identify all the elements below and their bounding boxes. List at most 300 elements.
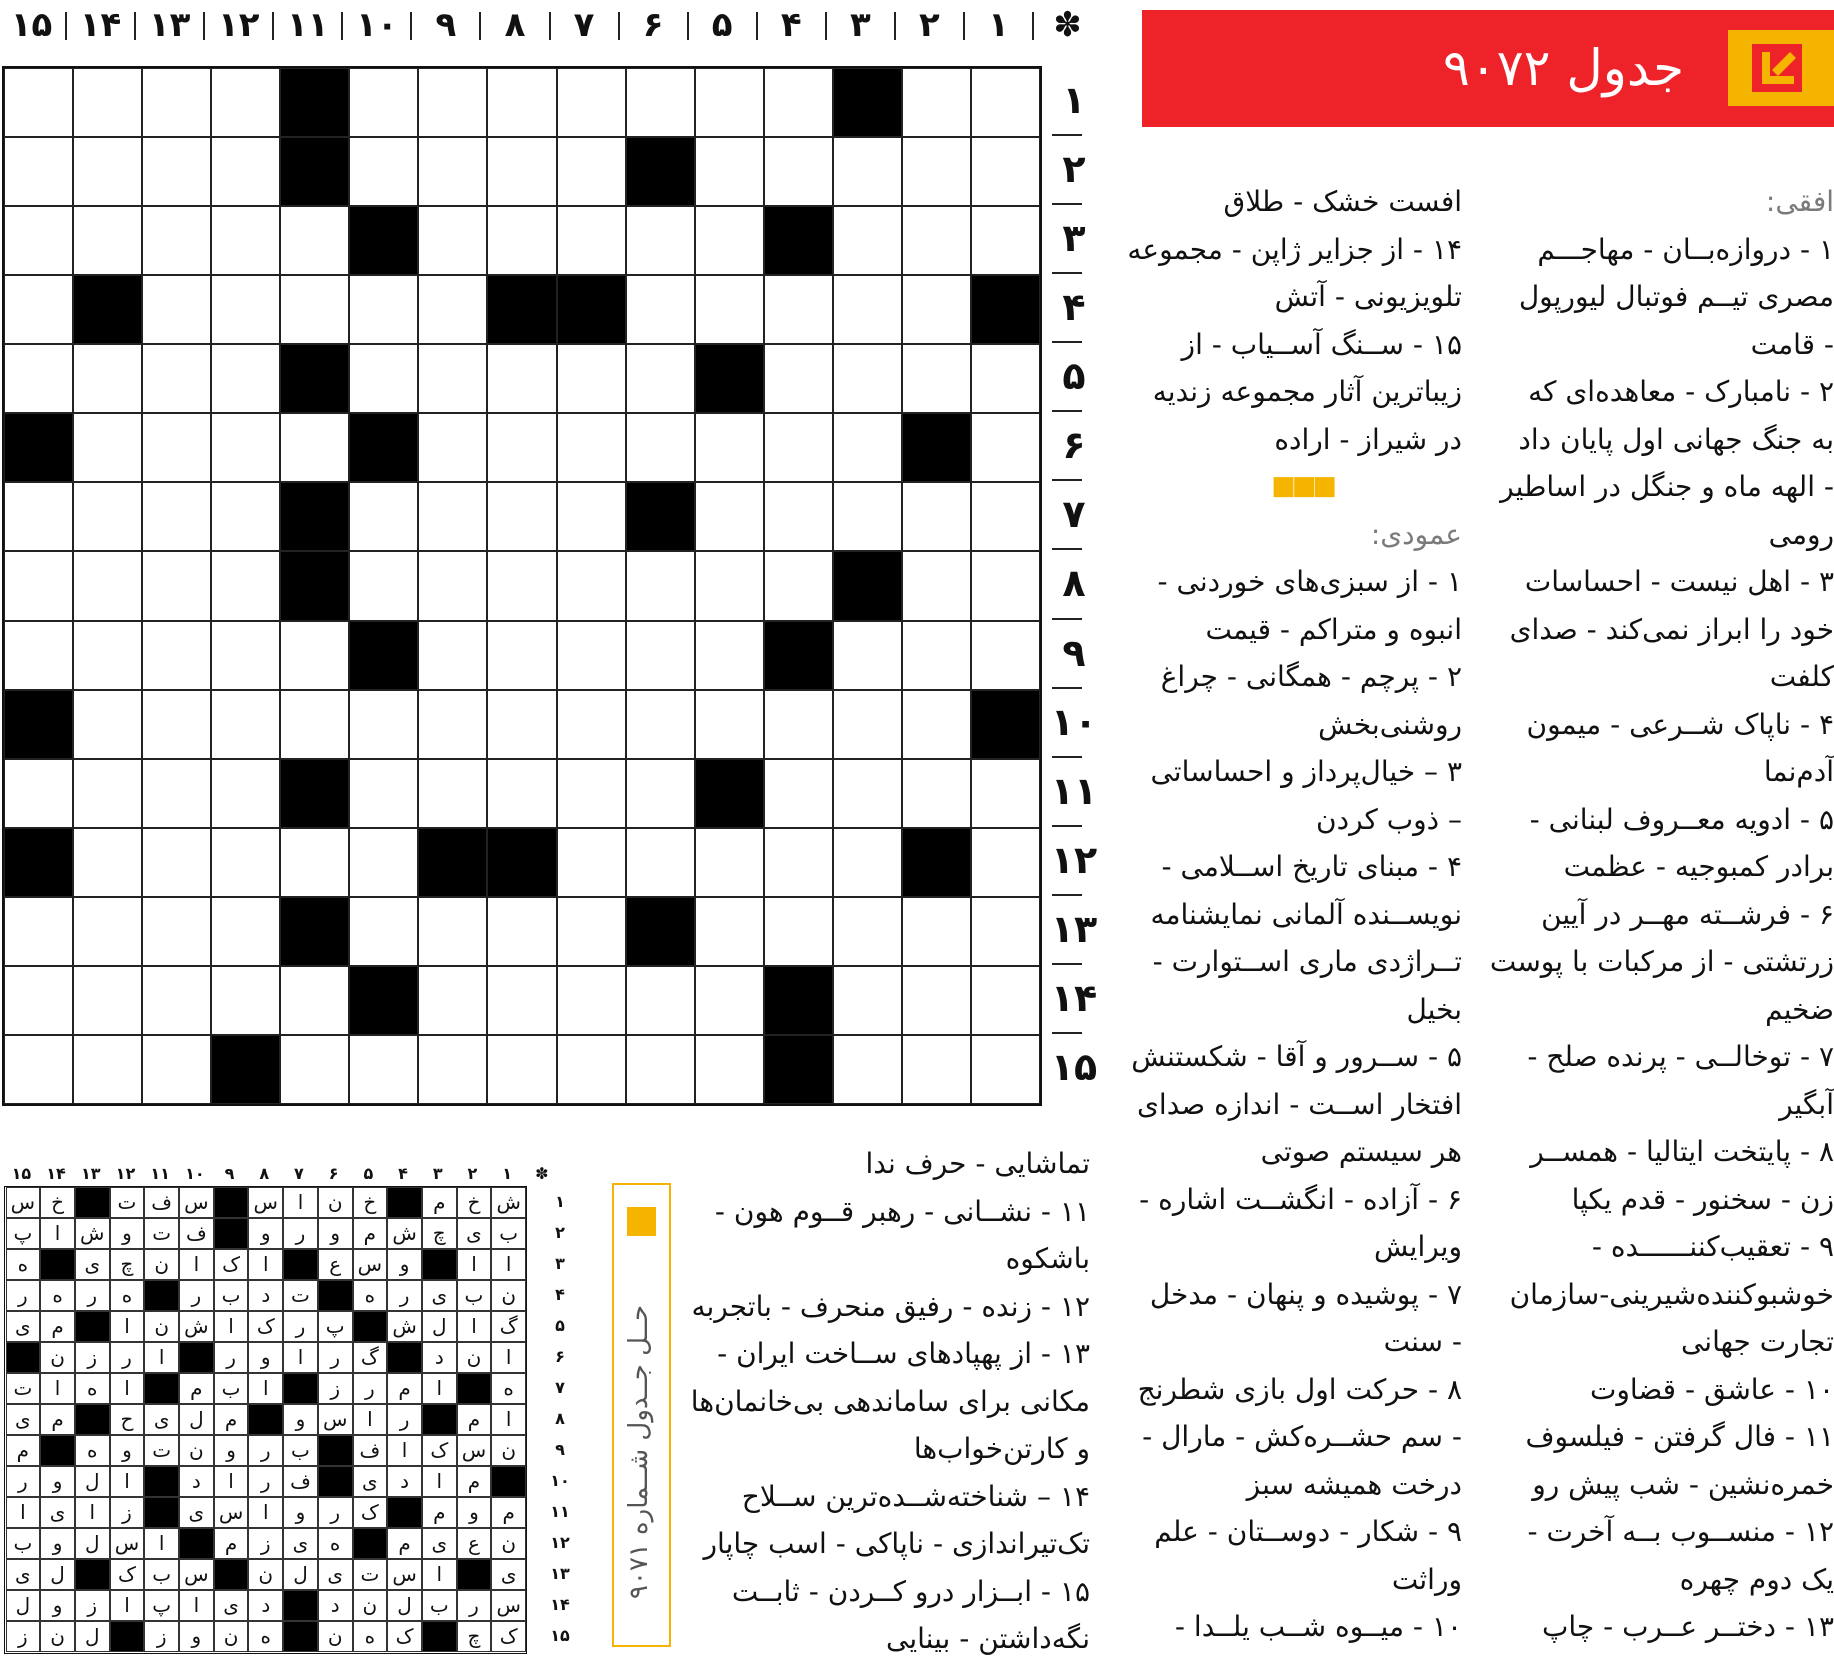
solution-cell: ل (75, 1466, 110, 1497)
grid-cell[interactable] (280, 206, 349, 275)
grid-cell[interactable] (626, 275, 695, 344)
grid-cell[interactable] (902, 690, 971, 759)
grid-cell[interactable] (971, 206, 1040, 275)
grid-cell[interactable] (695, 966, 764, 1035)
grid-cell[interactable] (73, 137, 142, 206)
grid-cell[interactable] (833, 275, 902, 344)
grid-cell[interactable] (971, 68, 1040, 137)
grid-cell[interactable] (73, 413, 142, 482)
grid-cell[interactable] (418, 275, 487, 344)
grid-cell[interactable] (833, 759, 902, 828)
solution-cell: د (248, 1280, 283, 1311)
grid-cell[interactable] (142, 275, 211, 344)
grid-cell[interactable] (142, 897, 211, 966)
row-separator (1052, 963, 1082, 965)
grid-cell[interactable] (4, 759, 73, 828)
grid-cell[interactable] (695, 482, 764, 551)
grid-cell[interactable] (418, 206, 487, 275)
clue-line: ۴ - ناپاک شــرعی - میمون (1526, 707, 1834, 741)
grid-cell[interactable] (971, 759, 1040, 828)
grid-cell[interactable] (418, 621, 487, 690)
solution-cell: م (214, 1404, 249, 1435)
grid-cell[interactable] (4, 68, 73, 137)
grid-cell[interactable] (487, 897, 556, 966)
solution-cell: ا (283, 1342, 318, 1373)
row-number: ۶ (1062, 423, 1086, 468)
row-separator (1052, 618, 1082, 620)
solution-cell: ا (110, 1311, 145, 1342)
grid-cell[interactable] (695, 690, 764, 759)
grid-cell[interactable] (557, 828, 626, 897)
grid-cell[interactable] (211, 690, 280, 759)
grid-cell[interactable] (73, 344, 142, 413)
grid-cell[interactable] (833, 828, 902, 897)
grid-cell[interactable] (211, 482, 280, 551)
column-separator (825, 12, 827, 40)
grid-cell[interactable] (764, 828, 833, 897)
row-number: ۱۰ (1050, 699, 1098, 744)
grid-cell[interactable] (902, 897, 971, 966)
clue-line: تــراژدی ماری اســتوارت - (1152, 945, 1462, 978)
grid-cell[interactable] (764, 897, 833, 966)
grid-cell[interactable] (487, 68, 556, 137)
solution-cell: ا (110, 1466, 145, 1497)
grid-cell[interactable] (4, 621, 73, 690)
grid-cell[interactable] (418, 759, 487, 828)
solution-cell: ا (248, 1249, 283, 1280)
grid-cell[interactable] (833, 690, 902, 759)
grid-cell[interactable] (211, 68, 280, 137)
solution-black-square (144, 1466, 179, 1497)
grid-cell[interactable] (971, 344, 1040, 413)
grid-cell[interactable] (833, 482, 902, 551)
grid-cell[interactable] (971, 621, 1040, 690)
grid-cell[interactable] (73, 1035, 142, 1104)
solution-cell: د (179, 1466, 214, 1497)
solution-cell: ک (387, 1621, 422, 1652)
solution-cell: ا (387, 1435, 422, 1466)
grid-cell[interactable] (4, 482, 73, 551)
grid-cell[interactable] (4, 344, 73, 413)
grid-cell[interactable] (902, 966, 971, 1035)
grid-cell[interactable] (557, 482, 626, 551)
grid-cell[interactable] (626, 621, 695, 690)
grid-cell[interactable] (211, 344, 280, 413)
grid-cell[interactable] (73, 206, 142, 275)
grid-cell[interactable] (557, 68, 626, 137)
solution-cell: ف (283, 1466, 318, 1497)
grid-cell[interactable] (142, 690, 211, 759)
solution-logo-icon (627, 1207, 656, 1236)
clue-line: افتخار اســت - اندازه صدای (1137, 1087, 1462, 1121)
grid-cell[interactable] (4, 137, 73, 206)
solution-row-number: ۲ (555, 1223, 565, 1242)
grid-cell[interactable] (487, 1035, 556, 1104)
grid-cell[interactable] (695, 275, 764, 344)
solution-black-square (387, 1187, 422, 1218)
grid-cell[interactable] (142, 759, 211, 828)
solution-cell: ز (75, 1342, 110, 1373)
grid-cell[interactable] (626, 690, 695, 759)
grid-cell[interactable] (902, 137, 971, 206)
grid-cell[interactable] (349, 275, 418, 344)
grid-cell[interactable] (487, 137, 556, 206)
grid-cell[interactable] (142, 344, 211, 413)
grid-cell[interactable] (833, 206, 902, 275)
grid-cell[interactable] (833, 966, 902, 1035)
clue-line: رومی (1768, 517, 1834, 551)
grid-cell[interactable] (557, 621, 626, 690)
grid-cell[interactable] (833, 1035, 902, 1104)
grid-cell[interactable] (695, 206, 764, 275)
solution-cell: د (422, 1342, 457, 1373)
solution-column-number: ۹ (224, 1164, 235, 1183)
grid-cell[interactable] (764, 413, 833, 482)
grid-cell[interactable] (626, 828, 695, 897)
grid-cell[interactable] (349, 137, 418, 206)
grid-cell[interactable] (557, 551, 626, 620)
grid-cell[interactable] (971, 137, 1040, 206)
grid-cell[interactable] (487, 966, 556, 1035)
solution-row-number: ۵ (555, 1316, 565, 1335)
grid-cell[interactable] (695, 413, 764, 482)
grid-cell[interactable] (349, 828, 418, 897)
clue-line: ۱۳ - دختــر عــرب - چاپ (1542, 1610, 1834, 1643)
grid-cell[interactable] (418, 68, 487, 137)
solution-cell: ر (457, 1590, 492, 1621)
grid-cell[interactable] (211, 413, 280, 482)
grid-cell[interactable] (695, 68, 764, 137)
black-square (280, 68, 349, 137)
grid-cell[interactable] (557, 759, 626, 828)
grid-cell[interactable] (280, 966, 349, 1035)
grid-cell[interactable] (695, 897, 764, 966)
grid-cell[interactable] (211, 828, 280, 897)
grid-cell[interactable] (280, 413, 349, 482)
solution-cell: ب (491, 1218, 526, 1249)
grid-cell[interactable] (557, 137, 626, 206)
grid-cell[interactable] (487, 621, 556, 690)
column-number: ۱۲ (217, 5, 260, 45)
grid-cell[interactable] (280, 275, 349, 344)
column-number: ۱۴ (79, 5, 122, 45)
grid-cell[interactable] (487, 482, 556, 551)
grid-cell[interactable] (73, 68, 142, 137)
grid-cell[interactable] (902, 759, 971, 828)
grid-cell[interactable] (418, 966, 487, 1035)
grid-cell[interactable] (349, 759, 418, 828)
grid-cell[interactable] (418, 690, 487, 759)
grid-cell[interactable] (418, 137, 487, 206)
grid-cell[interactable] (211, 206, 280, 275)
grid-cell[interactable] (487, 413, 556, 482)
black-square (833, 68, 902, 137)
grid-cell[interactable] (971, 897, 1040, 966)
solution-cell: ب (214, 1280, 249, 1311)
grid-cell[interactable] (557, 1035, 626, 1104)
solution-cell: ر (283, 1311, 318, 1342)
grid-cell[interactable] (349, 344, 418, 413)
solution-cell: ا (491, 1249, 526, 1280)
clue-line: ۵ - ادویه معــروف لبنانی - (1529, 802, 1834, 836)
row-separator (1052, 410, 1082, 412)
solution-cell: ا (214, 1466, 249, 1497)
black-square (971, 275, 1040, 344)
grid-cell[interactable] (211, 137, 280, 206)
grid-cell[interactable] (349, 1035, 418, 1104)
grid-cell[interactable] (280, 690, 349, 759)
solution-cell: ه (318, 1528, 353, 1559)
solution-cell: ل (179, 1404, 214, 1435)
grid-cell[interactable] (349, 68, 418, 137)
grid-cell[interactable] (626, 206, 695, 275)
solution-black-square (422, 1404, 457, 1435)
grid-cell[interactable] (971, 482, 1040, 551)
black-square (349, 206, 418, 275)
solution-cell: و (40, 1466, 75, 1497)
grid-cell[interactable] (4, 206, 73, 275)
solution-grid (4, 1186, 527, 1654)
grid-cell[interactable] (4, 897, 73, 966)
grid-cell[interactable] (902, 206, 971, 275)
black-square (487, 275, 556, 344)
grid-cell[interactable] (902, 482, 971, 551)
black-square (695, 344, 764, 413)
solution-cell: ز (318, 1373, 353, 1404)
solution-row-number: ۱۱ (550, 1502, 570, 1521)
grid-cell[interactable] (626, 551, 695, 620)
grid-cell[interactable] (764, 759, 833, 828)
solution-column-numbers (4, 1164, 572, 1184)
solution-cell: پ (144, 1590, 179, 1621)
grid-cell[interactable] (833, 413, 902, 482)
solution-cell: س (387, 1559, 422, 1590)
grid-cell[interactable] (349, 551, 418, 620)
solution-cell: ا (422, 1373, 457, 1404)
grid-cell[interactable] (142, 482, 211, 551)
grid-cell[interactable] (971, 1035, 1040, 1104)
grid-cell[interactable] (626, 344, 695, 413)
grid-cell[interactable] (557, 206, 626, 275)
row-number: ۷ (1062, 492, 1086, 537)
grid-cell[interactable] (557, 690, 626, 759)
solution-cell: ش (387, 1311, 422, 1342)
clue-line: ۱۳ - از پهپادهای ســاخت ایران - (717, 1337, 1090, 1370)
grid-cell[interactable] (73, 551, 142, 620)
solution-cell: ا (40, 1373, 75, 1404)
grid-cell[interactable] (142, 137, 211, 206)
grid-cell[interactable] (487, 690, 556, 759)
solution-cell: ا (353, 1404, 388, 1435)
grid-cell[interactable] (487, 759, 556, 828)
solution-cell: م (387, 1528, 422, 1559)
grid-cell[interactable] (487, 344, 556, 413)
grid-cell[interactable] (349, 690, 418, 759)
grid-cell[interactable] (626, 759, 695, 828)
grid-cell[interactable] (73, 828, 142, 897)
grid-cell[interactable] (418, 1035, 487, 1104)
clue-line: مکانی برای ساماندهی بی‌خانمان‌ها (690, 1384, 1090, 1418)
grid-cell[interactable] (626, 413, 695, 482)
grid-cell[interactable] (902, 68, 971, 137)
grid-cell[interactable] (142, 828, 211, 897)
solution-cell: ی (6, 1404, 41, 1435)
black-square (211, 1035, 280, 1104)
solution-cell: ا (144, 1342, 179, 1373)
grid-cell[interactable] (626, 966, 695, 1035)
solution-cell: ه (353, 1621, 388, 1652)
black-square (280, 137, 349, 206)
grid-cell[interactable] (73, 966, 142, 1035)
grid-cell[interactable] (557, 897, 626, 966)
grid-cell[interactable] (211, 551, 280, 620)
grid-cell[interactable] (833, 137, 902, 206)
grid-cell[interactable] (73, 759, 142, 828)
solution-black-square (144, 1373, 179, 1404)
grid-cell[interactable] (971, 551, 1040, 620)
solution-cell: م (457, 1404, 492, 1435)
grid-cell[interactable] (557, 966, 626, 1035)
column-number: ۱۳ (148, 5, 191, 45)
grid-cell[interactable] (971, 966, 1040, 1035)
grid-cell[interactable] (73, 621, 142, 690)
grid-cell[interactable] (764, 690, 833, 759)
clue-line: در شیراز - اراده (1274, 422, 1462, 456)
grid-cell[interactable] (211, 897, 280, 966)
solution-black-square (144, 1280, 179, 1311)
black-square (349, 413, 418, 482)
clue-line: به جنگ جهانی اول پایان داد (1518, 422, 1834, 456)
grid-cell[interactable] (142, 413, 211, 482)
solution-cell: ک (214, 1249, 249, 1280)
grid-cell[interactable] (4, 551, 73, 620)
grid-cell[interactable] (971, 413, 1040, 482)
grid-cell[interactable] (349, 897, 418, 966)
grid-cell[interactable] (695, 621, 764, 690)
solution-cell: ر (353, 1373, 388, 1404)
grid-cell[interactable] (142, 68, 211, 137)
black-square (4, 828, 73, 897)
grid-cell[interactable] (557, 344, 626, 413)
grid-cell[interactable] (902, 275, 971, 344)
grid-cell[interactable] (142, 206, 211, 275)
grid-cell[interactable] (418, 413, 487, 482)
solution-cell: م (422, 1187, 457, 1218)
column-separator (134, 12, 136, 40)
grid-cell[interactable] (487, 206, 556, 275)
grid-cell[interactable] (764, 344, 833, 413)
grid-cell[interactable] (695, 137, 764, 206)
grid-cell[interactable] (73, 482, 142, 551)
grid-cell[interactable] (142, 551, 211, 620)
grid-cell[interactable] (418, 482, 487, 551)
solution-cell: ن (318, 1621, 353, 1652)
clue-line: ۱۴ – شناخته‌شــده‌ترین ســلاح (741, 1479, 1090, 1513)
grid-cell[interactable] (764, 68, 833, 137)
solution-cell: و (248, 1342, 283, 1373)
row-separator (1052, 479, 1082, 481)
grid-cell[interactable] (902, 551, 971, 620)
grid-cell[interactable] (833, 344, 902, 413)
row-separator (1052, 134, 1082, 136)
grid-cell[interactable] (418, 344, 487, 413)
row-number: ۳ (1062, 216, 1086, 261)
grid-cell[interactable] (142, 1035, 211, 1104)
grid-cell[interactable] (4, 1035, 73, 1104)
grid-cell[interactable] (902, 1035, 971, 1104)
grid-cell[interactable] (418, 897, 487, 966)
row-separator (1052, 341, 1082, 343)
grid-cell[interactable] (695, 828, 764, 897)
grid-cell[interactable] (764, 551, 833, 620)
grid-cell[interactable] (211, 275, 280, 344)
solution-cell: ش (387, 1218, 422, 1249)
solution-cell: ی (179, 1497, 214, 1528)
grid-cell[interactable] (4, 275, 73, 344)
grid-cell[interactable] (280, 1035, 349, 1104)
grid-cell[interactable] (902, 344, 971, 413)
solution-column-number: ۱۳ (80, 1164, 101, 1183)
grid-cell[interactable] (211, 759, 280, 828)
grid-cell[interactable] (764, 275, 833, 344)
grid-cell[interactable] (280, 828, 349, 897)
clue-line: تماشایی - حرف ندا (865, 1147, 1090, 1180)
grid-cell[interactable] (902, 621, 971, 690)
solution-cell: گ (491, 1311, 526, 1342)
clue-line: بخیل (1406, 992, 1462, 1026)
grid-cell[interactable] (833, 897, 902, 966)
solution-cell: ا (179, 1590, 214, 1621)
solution-cell: م (353, 1218, 388, 1249)
grid-cell[interactable] (280, 621, 349, 690)
grid-cell[interactable] (211, 966, 280, 1035)
grid-cell[interactable] (142, 621, 211, 690)
row-number: ۱۲ (1050, 837, 1098, 882)
solution-cell: ر (6, 1466, 41, 1497)
solution-black-square (491, 1466, 526, 1497)
solution-cell: ت (353, 1559, 388, 1590)
grid-cell[interactable] (626, 68, 695, 137)
grid-cell[interactable] (211, 621, 280, 690)
solution-black-square (179, 1528, 214, 1559)
grid-cell[interactable] (349, 482, 418, 551)
clue-line: خمره‌نشین - شب پیش رو (1532, 1467, 1834, 1501)
grid-cell[interactable] (418, 551, 487, 620)
solution-cell: ا (179, 1249, 214, 1280)
solution-cell: ا (422, 1466, 457, 1497)
grid-cell[interactable] (695, 551, 764, 620)
clues-column-across (1489, 178, 1834, 1651)
solution-cell: ش (491, 1187, 526, 1218)
grid-column-numbers (5, 4, 1082, 46)
grid-cell[interactable] (487, 551, 556, 620)
grid-cell[interactable] (557, 413, 626, 482)
grid-cell[interactable] (4, 966, 73, 1035)
grid-cell[interactable] (764, 482, 833, 551)
solution-column-number: ۵ (363, 1164, 374, 1183)
grid-cell[interactable] (833, 621, 902, 690)
grid-cell[interactable] (695, 1035, 764, 1104)
grid-cell[interactable] (764, 137, 833, 206)
grid-cell[interactable] (73, 897, 142, 966)
solution-black-square (40, 1435, 75, 1466)
grid-cell[interactable] (626, 1035, 695, 1104)
grid-cell[interactable] (73, 690, 142, 759)
grid-cell[interactable] (971, 828, 1040, 897)
solution-cell: ا (6, 1497, 41, 1528)
grid-cell[interactable] (142, 966, 211, 1035)
column-number: ۹ (435, 5, 457, 45)
